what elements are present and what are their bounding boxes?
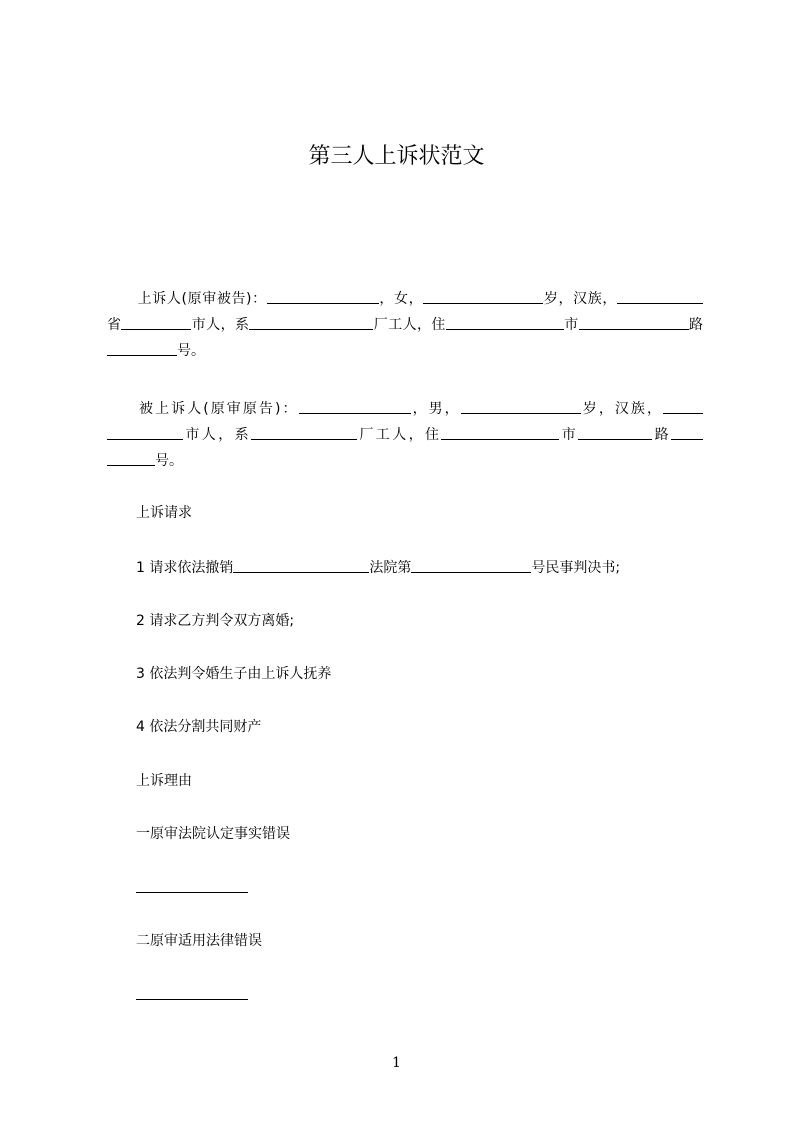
request-1 [136, 558, 620, 578]
request-1-court-blank [233, 558, 369, 573]
appellee-blank-a [663, 399, 703, 414]
appellee-city: 市 [559, 427, 579, 443]
page-number: 1 [392, 1055, 401, 1071]
appellant-gender: ，女， [378, 291, 424, 307]
request-4: 4 依法分割共同财产 [136, 719, 262, 735]
request-1-court: 法院第 [369, 560, 412, 576]
reasons-heading: 上诉理由 [136, 773, 192, 789]
appellee-age-unit: 岁，汉族， [580, 401, 664, 417]
appellant-factory-blank [249, 315, 373, 330]
appellant-number-blank [107, 341, 177, 356]
appellant-blank-c [579, 315, 641, 330]
appellee-blank-c [107, 451, 155, 466]
appellant-name-blank [267, 289, 379, 304]
request-1-suffix: 号民事判决书; [531, 560, 621, 576]
appellee-paragraph [107, 396, 703, 474]
appellant-road: 路 [688, 317, 704, 333]
appellee-road-blank [578, 425, 652, 440]
appellant-province: 省 [107, 317, 122, 333]
appellee-age-blank [461, 399, 581, 414]
appellant-city: 市 [563, 317, 579, 333]
appellee-gender: ，男， [410, 401, 461, 417]
request-3: 3 依法判令婚生子由上诉人抚养 [136, 666, 332, 682]
appellant-blank-a [617, 289, 673, 304]
appellant-blank-b [673, 289, 703, 304]
appellee-blank-b [671, 425, 703, 440]
appellee-city-blank [107, 425, 183, 440]
appellee-factory: 厂工人，住 [357, 427, 442, 443]
appellant-paragraph [107, 286, 703, 364]
appellant-number: 号。 [177, 343, 205, 359]
reason-2: 二原审适用法律错误 [136, 933, 262, 949]
reason-2-blank-line [136, 985, 248, 1005]
reason-2-blank [136, 985, 248, 1000]
appellant-age-unit: 岁，汉族， [543, 291, 617, 307]
appellant-address-blank [446, 315, 564, 330]
reason-1: 一原审法院认定事实错误 [136, 826, 290, 842]
requests-heading: 上诉请求 [136, 505, 192, 521]
document-title: 第三人上诉状范文 [308, 144, 485, 169]
appellee-factory-blank [251, 425, 357, 440]
appellant-age-blank [423, 289, 543, 304]
appellant-label: 上诉人(原审被告)： [137, 291, 267, 307]
appellee-city-person: 市人，系 [183, 427, 251, 443]
appellee-label: 被上诉人(原审原告)： [137, 401, 299, 417]
appellant-factory: 厂工人，住 [373, 317, 446, 333]
appellee-name-blank [299, 399, 411, 414]
appellee-road: 路 [652, 427, 672, 443]
request-2: 2 请求乙方判令双方离婚; [136, 613, 295, 629]
appellee-number: 号。 [155, 453, 183, 469]
request-1-prefix: 1 请求依法撤销 [136, 560, 234, 576]
appellant-city-blank [121, 315, 191, 330]
reason-1-blank-line [136, 878, 248, 898]
request-1-number-blank [411, 558, 531, 573]
appellant-blank-d [641, 315, 689, 330]
appellant-city-person: 市人，系 [191, 317, 250, 333]
reason-1-blank [136, 878, 248, 893]
appellee-address-blank [441, 425, 559, 440]
